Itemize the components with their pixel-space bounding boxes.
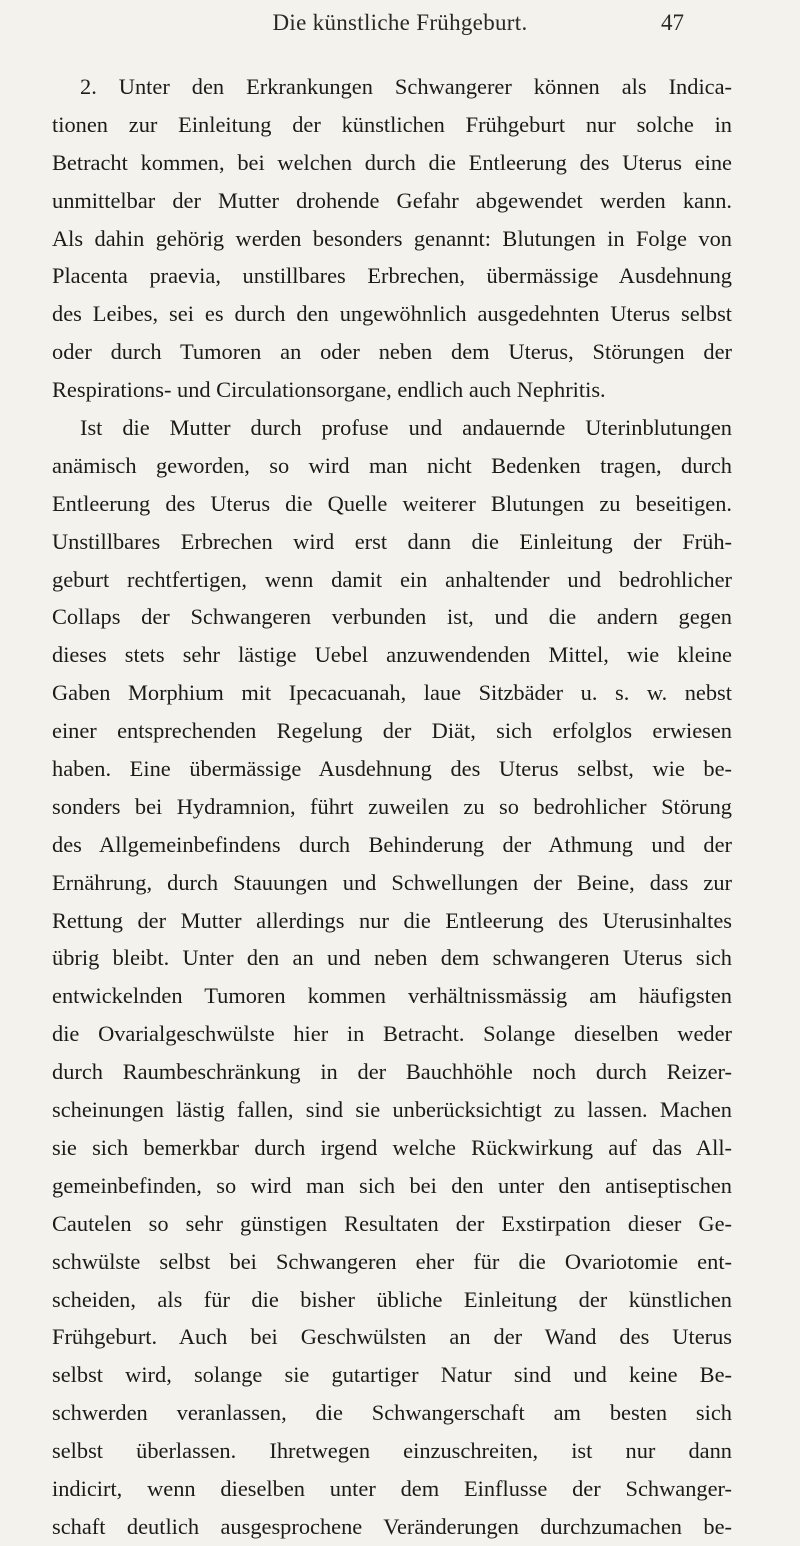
text-line: 2. Unter den Erkrankungen Schwangerer können als Indica- [80,74,732,99]
text-line: Entleerung des Uterus die Quelle weiterer Blutungen zu beseitigen. [52,490,732,516]
body-text [52,68,732,1546]
text-line: scheinungen lästig fallen, sind sie unberücksichtigt zu lassen. Machen [52,1097,732,1123]
text-line: Frühgeburt. Auch bei Geschwülsten an der Wand des Uterus [52,1324,732,1350]
text-line: schwerden veranlassen, die Schwangerschaft am besten sich [52,1400,732,1426]
text-line: scheiden, als für die bisher übliche Einleitung der künstlichen [52,1286,732,1312]
text-line: tionen zur Einleitung der künstlichen Frühgeburt nur solche in [52,111,732,137]
text-line: Ernährung, durch Stauungen und Schwellungen der Beine, dass zur [52,869,732,895]
text-line: Gaben Morphium mit Ipecacuanah, laue Sitzbäder u. s. w. nebst [52,680,732,706]
text-line: haben. Eine übermässige Ausdehnung des Uterus selbst, wie be- [52,756,732,782]
text-line: Cautelen so sehr günstigen Resultaten der Exstirpation dieser Ge- [52,1210,732,1236]
text-line: unmittelbar der Mutter drohende Gefahr abgewendet werden kann. [52,187,732,213]
text-line: Ist die Mutter durch profuse und andauernde Uterinblutungen [80,415,732,441]
text-line: die Ovarialgeschwülste hier in Betracht. Solange dieselben weder [52,1021,732,1047]
text-line: übrig bleibt. Unter den an und neben dem schwangeren Uterus sich [52,945,732,971]
text-line: Placenta praevia, unstillbares Erbrechen, übermässige Ausdehnung [52,263,732,289]
page-number: 47 [661,10,684,35]
text-line: anämisch geworden, so wird man nicht Bedenken tragen, durch [52,452,732,478]
text-line: Unstillbares Erbrechen wird erst dann die Einleitung der Früh- [52,528,732,554]
text-line: geburt rechtfertigen, wenn damit ein anhaltender und bedrohlicher [52,566,732,592]
text-line: sonders bei Hydramnion, führt zuweilen zu so bedrohlicher Störung [52,793,732,819]
text-line: indicirt, wenn dieselben unter dem Einflusse der Schwanger- [52,1475,732,1501]
text-line: schwülste selbst bei Schwangeren eher für die Ovariotomie ent- [52,1248,732,1274]
text-line: Als dahin gehörig werden besonders genannt: Blutungen in Folge von [52,225,732,251]
text-line: oder durch Tumoren an oder neben dem Uterus, Störungen der [52,339,732,365]
text-line: Collaps der Schwangeren verbunden ist, und die andern gegen [52,604,732,630]
text-line: selbst überlassen. Ihretwegen einzuschreiten, ist nur dann [52,1438,732,1464]
running-title: Die künstliche Frühgeburt. [272,10,528,35]
text-line: Respirations- und Circulationsorgane, endlich auch Nephritis. [52,377,606,403]
text-line: des Allgemeinbefindens durch Behinderung der Athmung und der [52,831,732,857]
text-line: Rettung der Mutter allerdings nur die Entleerung des Uterusinhaltes [52,907,732,933]
text-line: dieses stets sehr lästige Uebel anzuwendenden Mittel, wie kleine [52,642,732,668]
text-line: Betracht kommen, bei welchen durch die Entleerung des Uterus eine [52,149,732,175]
text-line: selbst wird, solange sie gutartiger Natur sind und keine Be- [52,1362,732,1388]
text-line: schaft deutlich ausgesprochene Veränderungen durchzumachen be- [52,1513,732,1539]
text-line: durch Raumbeschränkung in der Bauchhöhle noch durch Reizer- [52,1059,732,1085]
page-header [60,10,740,44]
text-line: gemeinbefinden, so wird man sich bei den unter den antiseptischen [52,1172,732,1198]
text-line: des Leibes, sei es durch den ungewöhnlich ausgedehnten Uterus selbst [52,301,732,327]
text-line: sie sich bemerkbar durch irgend welche Rückwirkung auf das All- [52,1134,732,1160]
text-line: einer entsprechenden Regelung der Diät, sich erfolglos erwiesen [52,718,732,744]
text-line: entwickelnden Tumoren kommen verhältnissmässig am häufigsten [52,983,732,1009]
